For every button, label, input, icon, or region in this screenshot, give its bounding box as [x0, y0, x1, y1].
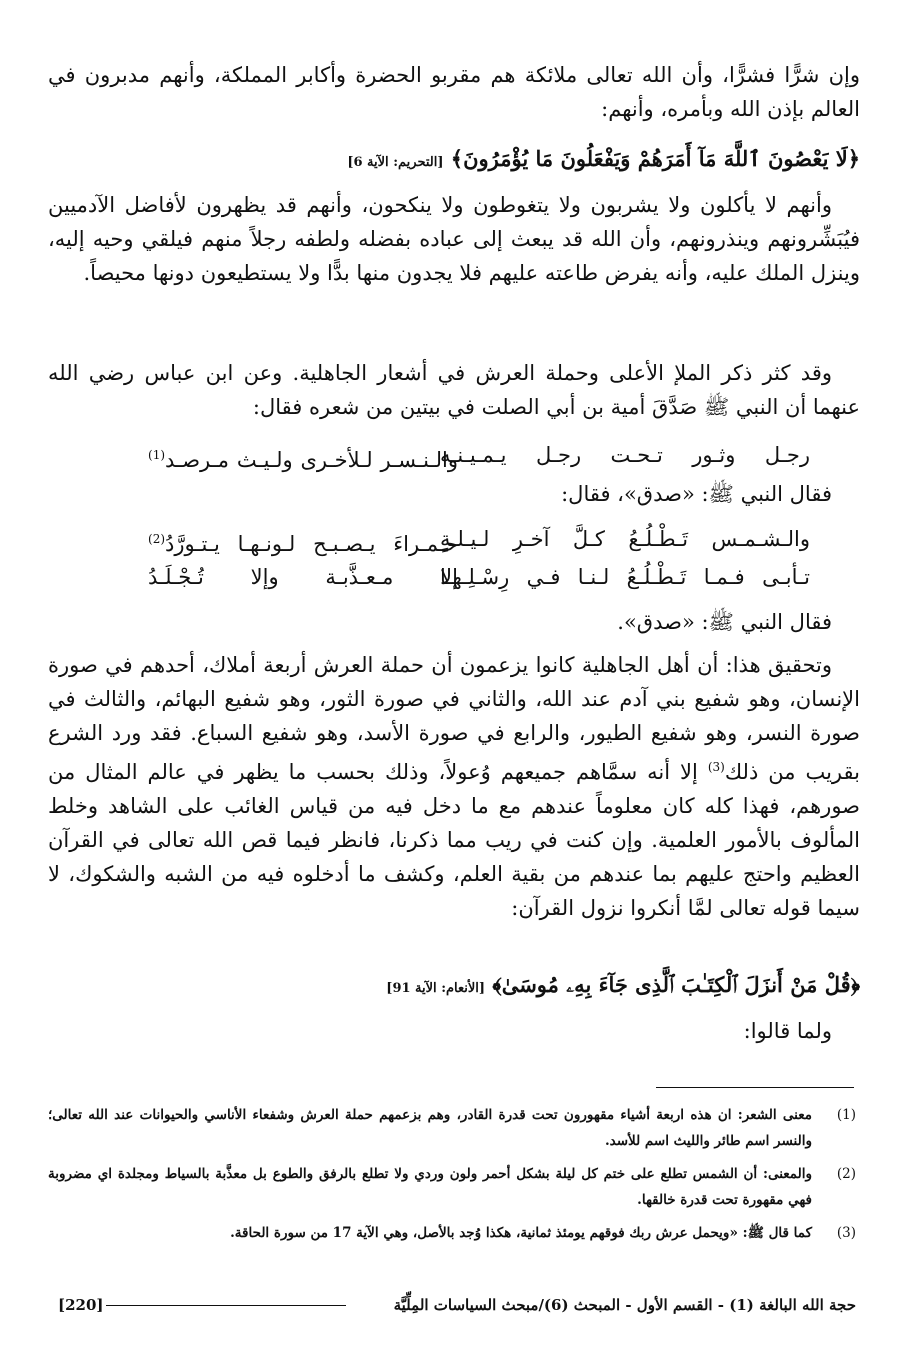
poem-first-hemistich: رجـل وثـور تـحـت رجـل يـمـيـنـه: [440, 443, 810, 467]
prophet-reply-2: [48, 605, 860, 639]
footnote-text: والمعنى: أن الشمس تطلع على ختم كل ليلة بشكل أحمر ولون وردي ولا تطلع بالرفق والطوع بل معذَّبة بالسياط ومجلدة اي مضروبة فهي مقهورة تحت قدرة خالقها.: [48, 1166, 812, 1208]
poem-hemistich-text: والـنـسـر لـلأخـرى ولـيـث مـرصـد: [165, 448, 458, 472]
paragraph-text: فقال النبي ﷺ: «صدق»، فقال:: [561, 482, 832, 506]
footnote-number: (3): [836, 1225, 856, 1241]
poem-second-hemistich: إلا مـعـذَّبـة وإلا تُـجْـلَـدُ: [148, 565, 458, 589]
footnote-marker: (1): [148, 448, 166, 462]
footnotes: [48, 1102, 856, 1253]
footnote-marker: (2): [148, 532, 166, 546]
poem-second-hemistich: [148, 522, 458, 561]
footnote-number: (1): [836, 1107, 856, 1123]
paragraph-poetry-intro: [48, 356, 860, 424]
paragraph-text: [48, 648, 860, 925]
poem-verse-2: [48, 522, 860, 556]
quran-verse-text: ﴿قُلْ مَنْ أَنزَلَ ٱلْكِتَـٰبَ ٱلَّذِى جَآءَ بِهِۦ مُوسَىٰ﴾: [492, 972, 860, 997]
paragraph-text-part: وتحقيق هذا: أن أهل الجاهلية كانوا يزعمون أن حملة العرش أربعة أملاك، أحدهم في صورة الإنسان، وهو شفيع بني آدم عند الله، والثاني في صورة الثور، وهو شفيع البهائم، والثالث في صورة النسر، وهو شفيع الطيور، والرابع في صورة الأسد، وهو شفيع السباع. فقد ورد الشرع بقريب من ذلك: [48, 653, 860, 784]
paragraph-text: وإن شرًّا فشرًّا، وأن الله تعالى ملائكة هم مقربو الحضرة وأكابر المملكة، وأنهم مدبرون في العالم بإذن الله وبأمره، وأنهم:: [48, 63, 860, 121]
poem-verse-3: [48, 560, 860, 594]
paragraph-text: فقال النبي ﷺ: «صدق».: [617, 610, 832, 634]
paragraph-angels: [48, 188, 860, 290]
poem-first-hemistich: تـأبـى فـمـا تَـطْـلُـعُ لـنـا فـي رِسْـلِـهـا: [440, 565, 810, 589]
footnote-item: [48, 1102, 856, 1154]
quran-verse-reference: [الأنعام: الآية 91]: [386, 981, 486, 996]
paragraph-text: وقد كثر ذكر الملإ الأعلى وحملة العرش في أشعار الجاهلية. وعن ابن عباس رضي الله عنهما أن النبي ﷺ صَدَّقَ أمية بن أبي الصلت في بيتين من شعره فقال:: [48, 361, 860, 419]
footnote-marker: (3): [707, 760, 725, 774]
footnote-text: معنى الشعر: ان هذه اربعة أشياء مقهورون تحت قدرة القادر، وهم بزعمهم حملة العرش وشفعاء الأناسي والحيوانات عند الله تعالى؛ والنسر اسم طائر والليث اسم للأسد.: [48, 1107, 812, 1149]
poem-second-hemistich: [148, 438, 458, 477]
footnote-separator: [656, 1087, 854, 1088]
quran-verse-reference: [التحريم: الآية 6]: [347, 155, 444, 170]
page-number: [220]: [58, 1296, 104, 1314]
quran-verse-2: [48, 968, 860, 1006]
prophet-reply-1: [48, 477, 860, 511]
poem-verse-1: [48, 438, 860, 472]
paragraph-text: وأنهم لا يأكلون ولا يشربون ولا يتغوطون ولا ينكحون، وأنهم قد يظهرون لأفاضل الآدميين فيُبَشِّرونهم وينذرونهم، وأن الله قد يبعث إلى عباده بفضله ولطفه رجلاً منهم فيلقي وحيه إليه، وينزل الملك عليه، وأنه يفرض طاعته عليهم فلا يجدون منها بدًّا ولا يستطيعون دونها محيصاً.: [48, 193, 860, 285]
quran-verse-1: [48, 142, 860, 180]
footnote-number: (2): [836, 1166, 856, 1182]
running-title: حجة الله البالغة (1) - القسم الأول - المبحث (6)/مبحث السياسات المِلِّيَّة: [393, 1296, 856, 1314]
paragraph-text: ولما قالوا:: [743, 1019, 832, 1043]
paragraph-intro: [48, 58, 860, 126]
poem-hemistich-text: حـمـراءَ يـصـبـح لـونـهـا يـتـورَّدُ: [165, 532, 458, 556]
footnote-item: [48, 1220, 856, 1246]
paragraph-closing: [48, 1014, 860, 1048]
footnote-item: [48, 1161, 856, 1213]
page-footer: [58, 1292, 856, 1318]
poem-first-hemistich: والـشـمـس تَـطْـلُـعُ كـلَّ آخـرِ لـيـلـةٍ: [440, 527, 810, 551]
footer-rule: [106, 1305, 346, 1306]
quran-verse-text: ﴿لَا يَعْصُونَ ٱللَّهَ مَآ أَمَرَهُمْ وَيَفْعَلُونَ مَا يُؤْمَرُونَ﴾: [450, 146, 860, 171]
paragraph-text-part: إلا أنه سمَّاهم جميعهم وُعولاً، وذلك بحسب ما يظهر في عالم المثال من صورهم، فهذا كله كان معلوماً عندهم مع ما دخل فيه من قياس الغائب على الشاهد وخلط المألوف بالأمور العلمية. وإن كنت في ريب مما ذكرنا، فانظر فيما قص الله تعالى في القرآن العظيم واحتج عليهم بما عندهم من بقية العلم، وكشف ما أدخلوه فيه من الشبه والشكوك، لا سيما قوله تعالى لمَّا أنكروا نزول القرآن:: [48, 760, 860, 920]
paragraph-verification: [48, 648, 860, 925]
footnote-text: كما قال ﷺ: «ويحمل عرش ربك فوقهم يومئذ ثمانية، هكذا وُجد بالأصل، وهي الآية 17 من سورة الحاقة.: [230, 1225, 812, 1241]
